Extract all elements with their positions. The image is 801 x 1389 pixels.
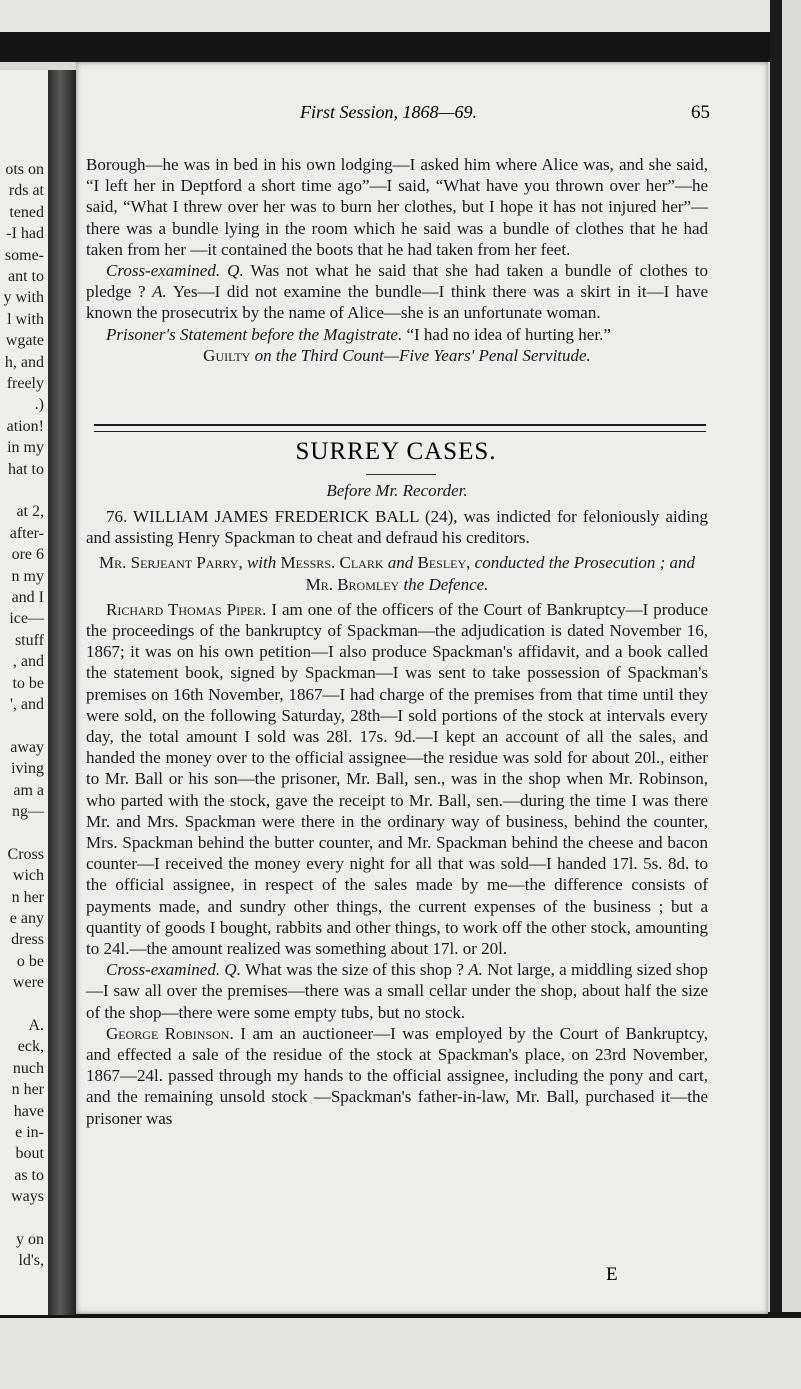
left-page-text-fragment: have bbox=[13, 1102, 44, 1120]
answer-text: Yes—I did not examine the bundle—I think there was a skirt in it—I have known the prosecutrix by the name of Alice—she is an unfortunate woman. bbox=[86, 282, 708, 323]
left-page-text-fragment: wich bbox=[12, 867, 44, 885]
left-page-text-fragment: am a bbox=[13, 781, 44, 799]
left-page-text-fragment: ation! bbox=[6, 417, 44, 435]
left-page-text-fragment: some- bbox=[4, 246, 44, 264]
testimony-text: I am one of the officers of the Court of Bankruptcy—I produce the proceedings of the bankruptcy of Spackman—the adjudication is dated November 16, 1867; it was on his own petition—I also produce Spackman's affidavit, and a book called the statement book, signed by Spackman—I was sent to take possession of Spackman's premises on 16th November, 1867—I had charge of the premises from that time until they were sold, on the following Saturday, 28th—I sold portions of the stock at intervals every day, the total amount I sold was 28l. 17s. 9d.—I kept an account of all the sales, and handed the money over to the official assignee—the residue was sold for about 20l., either to Mr. Ball or his son—the prisoner, Mr. Ball, sen., was in the shop when Mr. Robinson, who parted with the stock, gave the receipt to Mr. Ball, sen.—during the time I was there Mr. and Mrs. Spackman were there in the ordinary way of business, behind the counter, Mrs. Spackman behind the butter counter, and Mr. Spackman behind the cheese and bacon counter—I received the money every night for all that was sold—I handed 17l. 5s. 8d. to the official assignee, in respect of the sales made by me—the difference consists of payments made, and sundry other things, the current expenses of the business ; but a quantity of goods I bought, rabbits and other things, to work off the other stock, amounting to 24l.—the amount realized was something about 17l. or 20l. bbox=[86, 599, 709, 959]
section-title: SURREY CASES. bbox=[295, 438, 497, 465]
cross-label: Cross-examined. bbox=[106, 261, 221, 281]
piper-testimony bbox=[86, 599, 708, 959]
left-page-text-fragment: -I had bbox=[6, 225, 44, 243]
left-page-text-fragment: in my bbox=[7, 439, 44, 457]
left-page-text-fragment: ots on bbox=[5, 161, 44, 178]
left-page-text-fragment: wgate bbox=[5, 332, 44, 350]
question-label: Q. bbox=[224, 960, 241, 980]
counsel-line bbox=[86, 552, 708, 594]
left-page-text-fragment: at 2, bbox=[16, 503, 44, 521]
left-page-text-fragment: tened bbox=[9, 203, 44, 221]
left-page-text-fragment: ng— bbox=[12, 803, 44, 820]
left-page-text-fragment: freely bbox=[6, 375, 44, 392]
left-page-text-fragment: stuff bbox=[14, 631, 44, 649]
left-page-text-fragment: h, and bbox=[4, 353, 44, 371]
left-page-text-fragment: and I bbox=[11, 589, 44, 606]
robinson-testimony bbox=[86, 1023, 708, 1129]
left-page-text-fragment: e in- bbox=[15, 1124, 44, 1141]
left-page-text-fragment: A. bbox=[28, 1017, 44, 1034]
verdict-guilty: Guilty bbox=[203, 345, 251, 365]
left-page-text-fragment: y with bbox=[3, 289, 44, 307]
prisoner-statement bbox=[86, 324, 708, 345]
answer-label: A. bbox=[152, 282, 167, 302]
testimony-text: I am an auctioneer—I was employed by the Court of Bankruptcy, and effected a sale of the residue of the stock at Spackman's place, on 23rd November, 1867—24l. passed through my hands to the official assignee, including the pony and cart, and the remaining unsold stock —Spackman's father-in-law, Mr. Ball, purchased it—the prisoner was bbox=[86, 1023, 709, 1128]
answer-label: A. bbox=[468, 960, 483, 980]
left-page-text-fragment: l with bbox=[7, 310, 44, 328]
left-page-text-fragment: bout bbox=[15, 1145, 44, 1163]
verdict bbox=[86, 345, 708, 366]
defendant-name: WILLIAM JAMES FREDERICK BALL (24), bbox=[133, 507, 458, 526]
left-page-text-fragment: ld's, bbox=[18, 1252, 44, 1270]
left-page-text-fragment: o be bbox=[16, 952, 44, 970]
left-page-text-fragment: y on bbox=[16, 1231, 44, 1248]
left-page-text-fragment: n her bbox=[11, 888, 44, 906]
question-label: Q. bbox=[227, 261, 244, 281]
section-divider bbox=[94, 424, 706, 432]
left-page-text-fragment: ore 6 bbox=[11, 546, 44, 564]
previous-page-fragment bbox=[0, 70, 50, 1315]
page-number: 65 bbox=[691, 102, 710, 123]
scan-right-margin bbox=[782, 0, 801, 1389]
left-page-text-fragment: were bbox=[12, 974, 44, 992]
counsel-name: Mr. Serjeant Parry, bbox=[99, 553, 243, 573]
book-gutter bbox=[48, 70, 78, 1315]
left-page-text-fragment: e any bbox=[9, 910, 44, 927]
counsel-connector: and bbox=[387, 553, 414, 573]
case-number: 76. bbox=[106, 507, 128, 526]
left-page-text-fragment: ', and bbox=[10, 696, 44, 713]
statement-label: Prisoner's Statement before the Magistrate. bbox=[106, 324, 403, 344]
witness-name: Richard Thomas Piper. bbox=[106, 599, 267, 619]
piper-cross-examination bbox=[86, 959, 708, 1023]
left-page-text-fragment: as to bbox=[14, 1166, 44, 1184]
answer-text: Not large, a middling sized shop—I saw all over the premises—there was a small cellar under the shop, about half the size of the shop—there were some empty tubs, but no stock. bbox=[86, 960, 709, 1022]
testimony-paragraph: Borough—he was in bed in his own lodging—I asked him where Alice was, and she said, “I left her in Deptford a short time ago”—I said, “What have you thrown over her”—he said, “What I threw over her was to burn her clothes, but I hope it has not injured her”—there was a bundle lying in the room which he said was a bundle of clothes that he had taken from her —it contained the boots that he had taken from her feet. bbox=[86, 155, 708, 259]
left-page-text-fragment: rds at bbox=[8, 182, 44, 200]
left-page-text-fragment: after- bbox=[9, 524, 44, 542]
left-page-text-fragment: , and bbox=[12, 653, 44, 671]
counsel-connector: conducted the Prosecution ; and bbox=[474, 553, 695, 573]
counsel-name: Besley, bbox=[417, 553, 471, 573]
question-text: What was the size of this shop ? bbox=[244, 960, 464, 980]
case-76-text bbox=[86, 506, 708, 1129]
left-page-text-fragment: n my bbox=[11, 567, 44, 585]
left-page-text-fragment: to be bbox=[12, 674, 44, 692]
witness-name: George Robinson. bbox=[106, 1023, 234, 1043]
left-page-text-fragment: ice— bbox=[9, 610, 44, 628]
counsel-name: Mr. Bromley bbox=[305, 574, 400, 594]
left-page-text-fragment: Cross bbox=[7, 845, 44, 863]
title-rule bbox=[366, 474, 436, 475]
cross-label: Cross-examined. bbox=[106, 960, 221, 980]
left-page-text-fragment: hat to bbox=[8, 460, 44, 478]
counsel-name: Messrs. Clark bbox=[280, 553, 384, 573]
left-page-text-fragment: ways bbox=[11, 1188, 44, 1206]
book-page bbox=[76, 62, 768, 1314]
scan-bottom-margin bbox=[0, 1318, 801, 1389]
statement-text: “I had no idea of hurting her.” bbox=[406, 324, 611, 344]
verdict-sentence: on the Third Count—Five Years' Penal Servitude. bbox=[254, 345, 591, 365]
counsel-connector: with bbox=[246, 553, 277, 573]
left-page-text-fragment: away bbox=[10, 738, 44, 756]
left-page-text-fragment: nuch bbox=[12, 1059, 44, 1077]
left-page-text-fragment: dress bbox=[11, 931, 44, 949]
counsel-connector: the Defence. bbox=[403, 574, 489, 594]
case-heading bbox=[86, 506, 708, 548]
running-head: First Session, 1868—69. bbox=[300, 102, 478, 122]
signature-mark: E bbox=[606, 1264, 618, 1285]
left-page-text-fragment: ant to bbox=[8, 268, 44, 285]
left-page-text-fragment: n her bbox=[11, 1081, 44, 1099]
question-text: Was not what he said that she had taken a bundle of clothes to pledge ? bbox=[86, 261, 708, 302]
charge-text: was indicted for feloniously aiding and assisting Henry Spackman to cheat and defraud his creditors. bbox=[86, 507, 708, 548]
before-judge: Before Mr. Recorder. bbox=[326, 481, 468, 500]
scan-top-shadow bbox=[0, 32, 801, 62]
cross-examination-paragraph bbox=[86, 260, 708, 324]
previous-case-text bbox=[86, 154, 708, 366]
left-page-text-fragment: iving bbox=[11, 760, 44, 778]
left-page-text-fragment: eck, bbox=[17, 1038, 44, 1056]
left-page-text-fragment: .) bbox=[34, 396, 44, 414]
page-header bbox=[90, 102, 710, 128]
